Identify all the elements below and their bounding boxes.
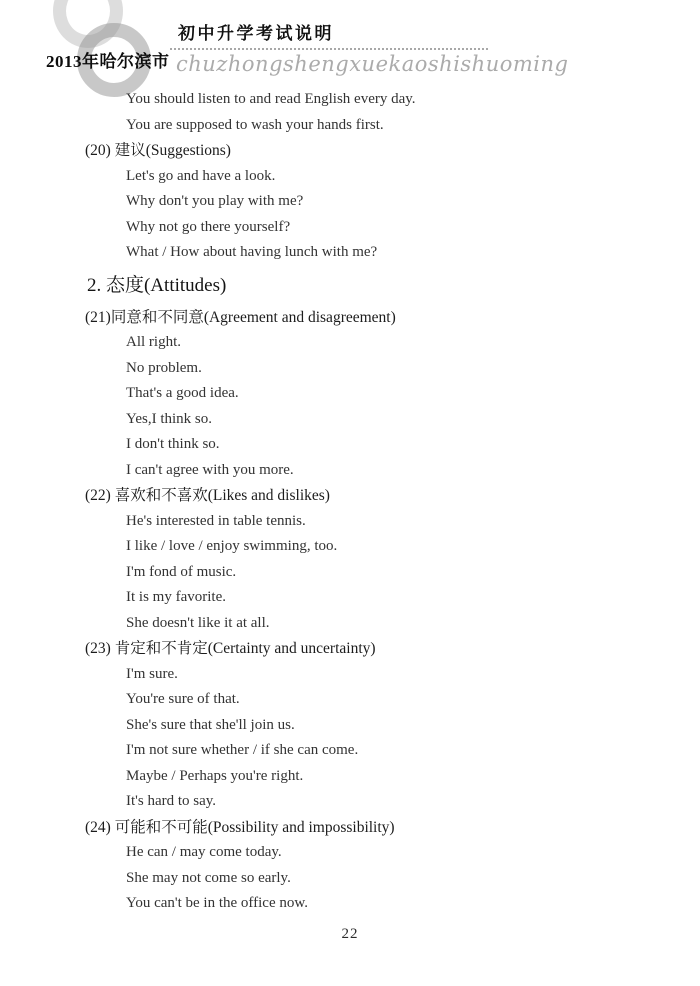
sentence-line: That's a good idea. [126, 385, 239, 401]
sentence-line: I can't agree with you more. [126, 461, 294, 478]
sentence-line: Why not go there yourself? [126, 218, 291, 235]
sentence-line: It is my favorite. [126, 589, 226, 605]
page-number: 22 [341, 926, 359, 942]
sentence-line: What / How about having lunch with me? [126, 244, 378, 260]
sentence-line: He can / may come today. [126, 844, 282, 860]
sentence-line: No problem. [126, 359, 202, 376]
sentence-line: Maybe / Perhaps you're right. [126, 767, 304, 784]
item-heading: (23) 肯定和不肯定(Certainty and uncertainty) [85, 640, 376, 657]
sentence-line: Why don't you play with me? [126, 193, 304, 209]
sentence-line: You're sure of that. [126, 691, 240, 707]
item-heading: (20) 建议(Suggestions) [85, 142, 231, 159]
sentence-line: I'm sure. [126, 665, 178, 682]
page-header [0, 0, 700, 90]
sentence-line: It's hard to say. [126, 793, 217, 809]
page-title: 初中升学考试说明 [178, 24, 334, 43]
header-divider [170, 48, 488, 50]
sentence-line: Let's go and have a look. [126, 167, 276, 184]
item-heading: (21)同意和不同意(Agreement and disagreement) [85, 308, 396, 326]
title-pinyin: chuzhongshengxuekaoshishuoming [176, 52, 569, 76]
sentence-line: I like / love / enjoy swimming, too. [126, 538, 338, 554]
page-footer [0, 925, 700, 943]
sentence-line: I'm fond of music. [126, 563, 237, 580]
page-body [0, 87, 700, 917]
sentence-line: I don't think so. [126, 436, 220, 452]
sentence-line: You should listen to and read English every day. [126, 91, 416, 107]
sentence-line: She may not come so early. [126, 869, 291, 886]
item-heading: (22) 喜欢和不喜欢(Likes and dislikes) [85, 487, 330, 504]
sentence-line: She doesn't like it at all. [126, 614, 270, 631]
section-heading: 2. 态度(Attitudes) [87, 274, 227, 296]
sentence-line: All right. [126, 334, 181, 350]
sentence-line: You can't be in the office now. [126, 895, 308, 911]
sentence-line: You are supposed to wash your hands first. [126, 116, 384, 133]
item-heading: (24) 可能和不可能(Possibility and impossibility) [85, 818, 395, 836]
edition-label: 2013年哈尔滨市 [46, 52, 170, 71]
sentence-line: He's interested in table tennis. [126, 512, 306, 529]
sentence-line: I'm not sure whether / if she can come. [126, 742, 359, 758]
sentence-line: She's sure that she'll join us. [126, 716, 295, 733]
sentence-line: Yes,I think so. [126, 410, 212, 427]
